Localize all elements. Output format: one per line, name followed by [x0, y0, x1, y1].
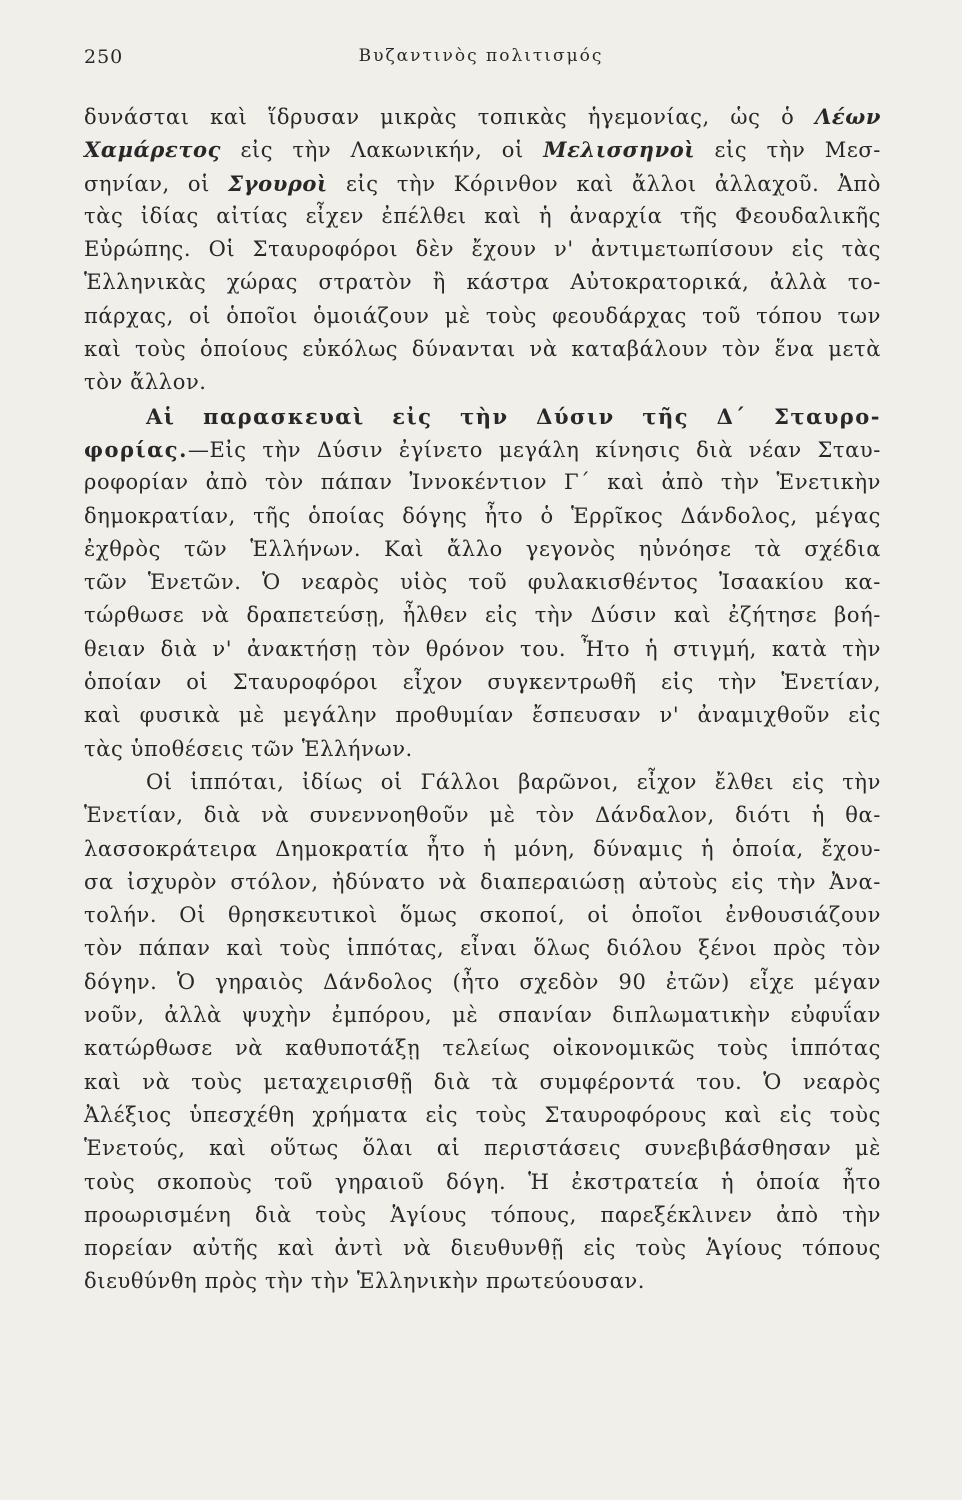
text-line: [84, 1099, 881, 1132]
text-run: καὶ τοὺς ὁποίους εὐκόλως δύνανται νὰ καταβάλουν τὸν ἕνα μετὰ: [84, 337, 881, 362]
text-run: εἰς τὴν Μεσ-: [695, 138, 881, 163]
proper-name: Σγουροὶ: [228, 170, 328, 196]
text-run: τώρθωσε νὰ δραπετεύσῃ, ἦλθεν εἰς τὴν Δύσιν καὶ ἐζήτησε βοή-: [84, 603, 881, 628]
text-line: [84, 400, 881, 433]
text-line: [84, 1066, 881, 1099]
proper-name: Μελισσηνοὶ: [543, 137, 696, 163]
text-line: [84, 633, 881, 666]
text-line: [84, 599, 881, 632]
text-run: εἰς τὴν Κόρινθον καὶ ἄλλοι ἀλλαχοῦ. Ἀπὸ: [327, 171, 881, 196]
text-line: [84, 233, 881, 266]
text-line: [84, 766, 881, 799]
text-run: ἐχθρὸς τῶν Ἑλλήνων. Καὶ ἄλλο γεγονὸς ηὐνόησε τὰ σχέδια: [84, 536, 881, 561]
text-run: πορείαν αὐτῆς καὶ ἀντὶ νὰ διευθυνθῇ εἰς τοὺς Ἁγίους τόπους: [84, 1236, 881, 1261]
text-line: [84, 1265, 881, 1298]
text-line: [84, 733, 881, 766]
text-line: [84, 1032, 881, 1065]
section-heading: φορίας.: [84, 436, 188, 462]
text-run: —Εἰς τὴν Δύσιν ἐγίνετο μεγάλη κίνησις διὰ νέαν Σταυ-: [187, 437, 881, 462]
text-run: Εὐρώπης. Οἱ Σταυροφόροι δὲν ἔχουν ν' ἀντιμετωπίσουν εἰς τὰς: [84, 237, 881, 262]
text-line: [84, 699, 881, 732]
text-run: τὰς ὑποθέσεις τῶν Ἑλλήνων.: [84, 736, 413, 761]
text-line: [84, 666, 881, 699]
body-text: [84, 100, 881, 1299]
text-line: [84, 1132, 881, 1165]
text-line: [84, 966, 881, 999]
text-run: σηνίαν, οἱ: [84, 171, 229, 196]
text-run: καὶ νὰ τοὺς μεταχειρισθῇ διὰ τὰ συμφέροντά του. Ὁ νεαρὸς: [84, 1069, 881, 1094]
text-run: τὸν ἄλλον.: [84, 370, 207, 395]
text-line: [84, 366, 881, 399]
proper-name: Λέων: [814, 104, 881, 129]
text-run: Ἑνετούς, καὶ οὕτως ὅλαι αἱ περιστάσεις συνεβιβάσθησαν μὲ: [84, 1136, 881, 1161]
text-line: [84, 466, 881, 499]
text-run: πάρχας, οἱ ὁποῖοι ὁμοιάζουν μὲ τοὺς φεουδάρχας τοῦ τόπου των: [84, 303, 881, 328]
text-line: [84, 866, 881, 899]
text-line: [84, 133, 881, 166]
text-run: νοῦν, ἀλλὰ ψυχὴν ἐμπόρου, μὲ σπανίαν διπλωματικὴν εὐφυΐαν: [84, 1003, 881, 1028]
text-run: ὁποίαν οἱ Σταυροφόροι εἶχον συγκεντρωθῆ εἰς τὴν Ἑνετίαν,: [84, 670, 881, 695]
proper-name: Χαμάρετος: [84, 137, 222, 163]
text-run: τὸν πάπαν καὶ τοὺς ἱππότας, εἶναι ὅλως διόλου ξένοι πρὸς τὸν: [84, 936, 881, 961]
text-line: [84, 799, 881, 832]
text-run: Οἱ ἱππόται, ἰδίως οἱ Γάλλοι βαρῶνοι, εἶχον ἔλθει εἰς τὴν: [146, 769, 881, 794]
text-line: [84, 533, 881, 566]
text-line: [84, 932, 881, 965]
text-line: [84, 433, 881, 466]
text-run: θειαν διὰ ν' ἀνακτήσῃ τὸν θρόνον του. Ἦτο ἡ στιγμή, κατὰ τὴν: [84, 636, 881, 661]
text-run: εἰς τὴν Λακωνικήν, οἱ: [221, 138, 544, 163]
running-title: Βυζαντινὸς πολιτισμός: [358, 46, 604, 66]
text-line: [84, 333, 881, 366]
text-line: [84, 566, 881, 599]
text-run: δημοκρατίαν, τῆς ὁποίας δόγης ἦτο ὁ Ἑρρῖκος Δάνδολος, μέγας: [84, 503, 881, 528]
text-run: διευθύνθη πρὸς τὴν τὴν Ἑλληνικὴν πρωτεύουσαν.: [84, 1269, 646, 1294]
text-line: [84, 100, 881, 133]
text-run: ροφορίαν ἀπὸ τὸν πάπαν Ἰννοκέντιον Γ΄ καὶ ἀπὸ τὴν Ἑνετικὴν: [84, 470, 881, 495]
text-run: δόγην. Ὁ γηραιὸς Δάνδολος (ἦτο σχεδὸν 90 ἐτῶν) εἶχε μέγαν: [84, 969, 881, 994]
text-line: [84, 833, 881, 866]
text-run: λασσοκράτειρα Δημοκρατία ἦτο ἡ μόνη, δύναμις ἡ ὁποία, ἔχου-: [84, 836, 881, 861]
text-line: [84, 300, 881, 333]
text-run: δυνάσται καὶ ἵδρυσαν μικρὰς τοπικὰς ἡγεμονίας, ὡς ὁ: [84, 105, 815, 129]
text-run: Ἑνετίαν, διὰ νὰ συνεννοηθοῦν μὲ τὸν Δάνδαλον, διότι ἡ θα-: [84, 803, 881, 828]
text-run: σα ἰσχυρὸν στόλον, ἠδύνατο νὰ διαπεραιώσῃ αὐτοὺς εἰς τὴν Ἀνα-: [84, 869, 881, 894]
text-run: τὰς ἰδίας αἰτίας εἶχεν ἐπέλθει καὶ ἡ ἀναρχία τῆς Φεουδαλικῆς: [84, 203, 881, 228]
text-line: [84, 500, 881, 533]
page-number: 250: [84, 46, 124, 68]
text-line: [84, 167, 881, 200]
text-line: [84, 899, 881, 932]
page-header: [84, 46, 878, 76]
text-run: προωρισμένη διὰ τοὺς Ἁγίους τόπους, παρεξέκλινεν ἀπὸ τὴν: [84, 1202, 881, 1227]
text-line: [84, 200, 881, 233]
text-run: τολήν. Οἱ θρησκευτικοὶ ὅμως σκοποί, οἱ ὁποῖοι ἐνθουσιάζουν: [84, 903, 881, 928]
section-heading: Αἱ παρασκευαὶ εἰς τὴν Δύσιν τῆς Δ΄ Σταυρο-: [146, 403, 881, 429]
text-line: [84, 999, 881, 1032]
text-run: Ἀλέξιος ὑπεσχέθη χρήματα εἰς τοὺς Σταυροφόρους καὶ εἰς τοὺς: [84, 1102, 881, 1127]
text-line: [84, 1199, 881, 1232]
text-run: Ἑλληνικὰς χώρας στρατὸν ἢ κάστρα Αὐτοκρατορικά, ἀλλὰ το-: [84, 270, 881, 295]
text-line: [84, 266, 881, 299]
text-run: καὶ φυσικὰ μὲ μεγάλην προθυμίαν ἔσπευσαν ν' ἀναμιχθοῦν εἰς: [84, 703, 881, 728]
text-run: κατώρθωσε νὰ καθυποτάξῃ τελείως οἰκονομικῶς τοὺς ἱππότας: [84, 1036, 881, 1061]
text-line: [84, 1232, 881, 1265]
text-run: τοὺς σκοποὺς τοῦ γηραιοῦ δόγη. Ἡ ἐκστρατεία ἡ ὁποία ἦτο: [84, 1169, 881, 1194]
text-line: [84, 1166, 881, 1199]
text-run: τῶν Ἑνετῶν. Ὁ νεαρὸς υἱὸς τοῦ φυλακισθέντος Ἰσαακίου κα-: [84, 570, 881, 595]
